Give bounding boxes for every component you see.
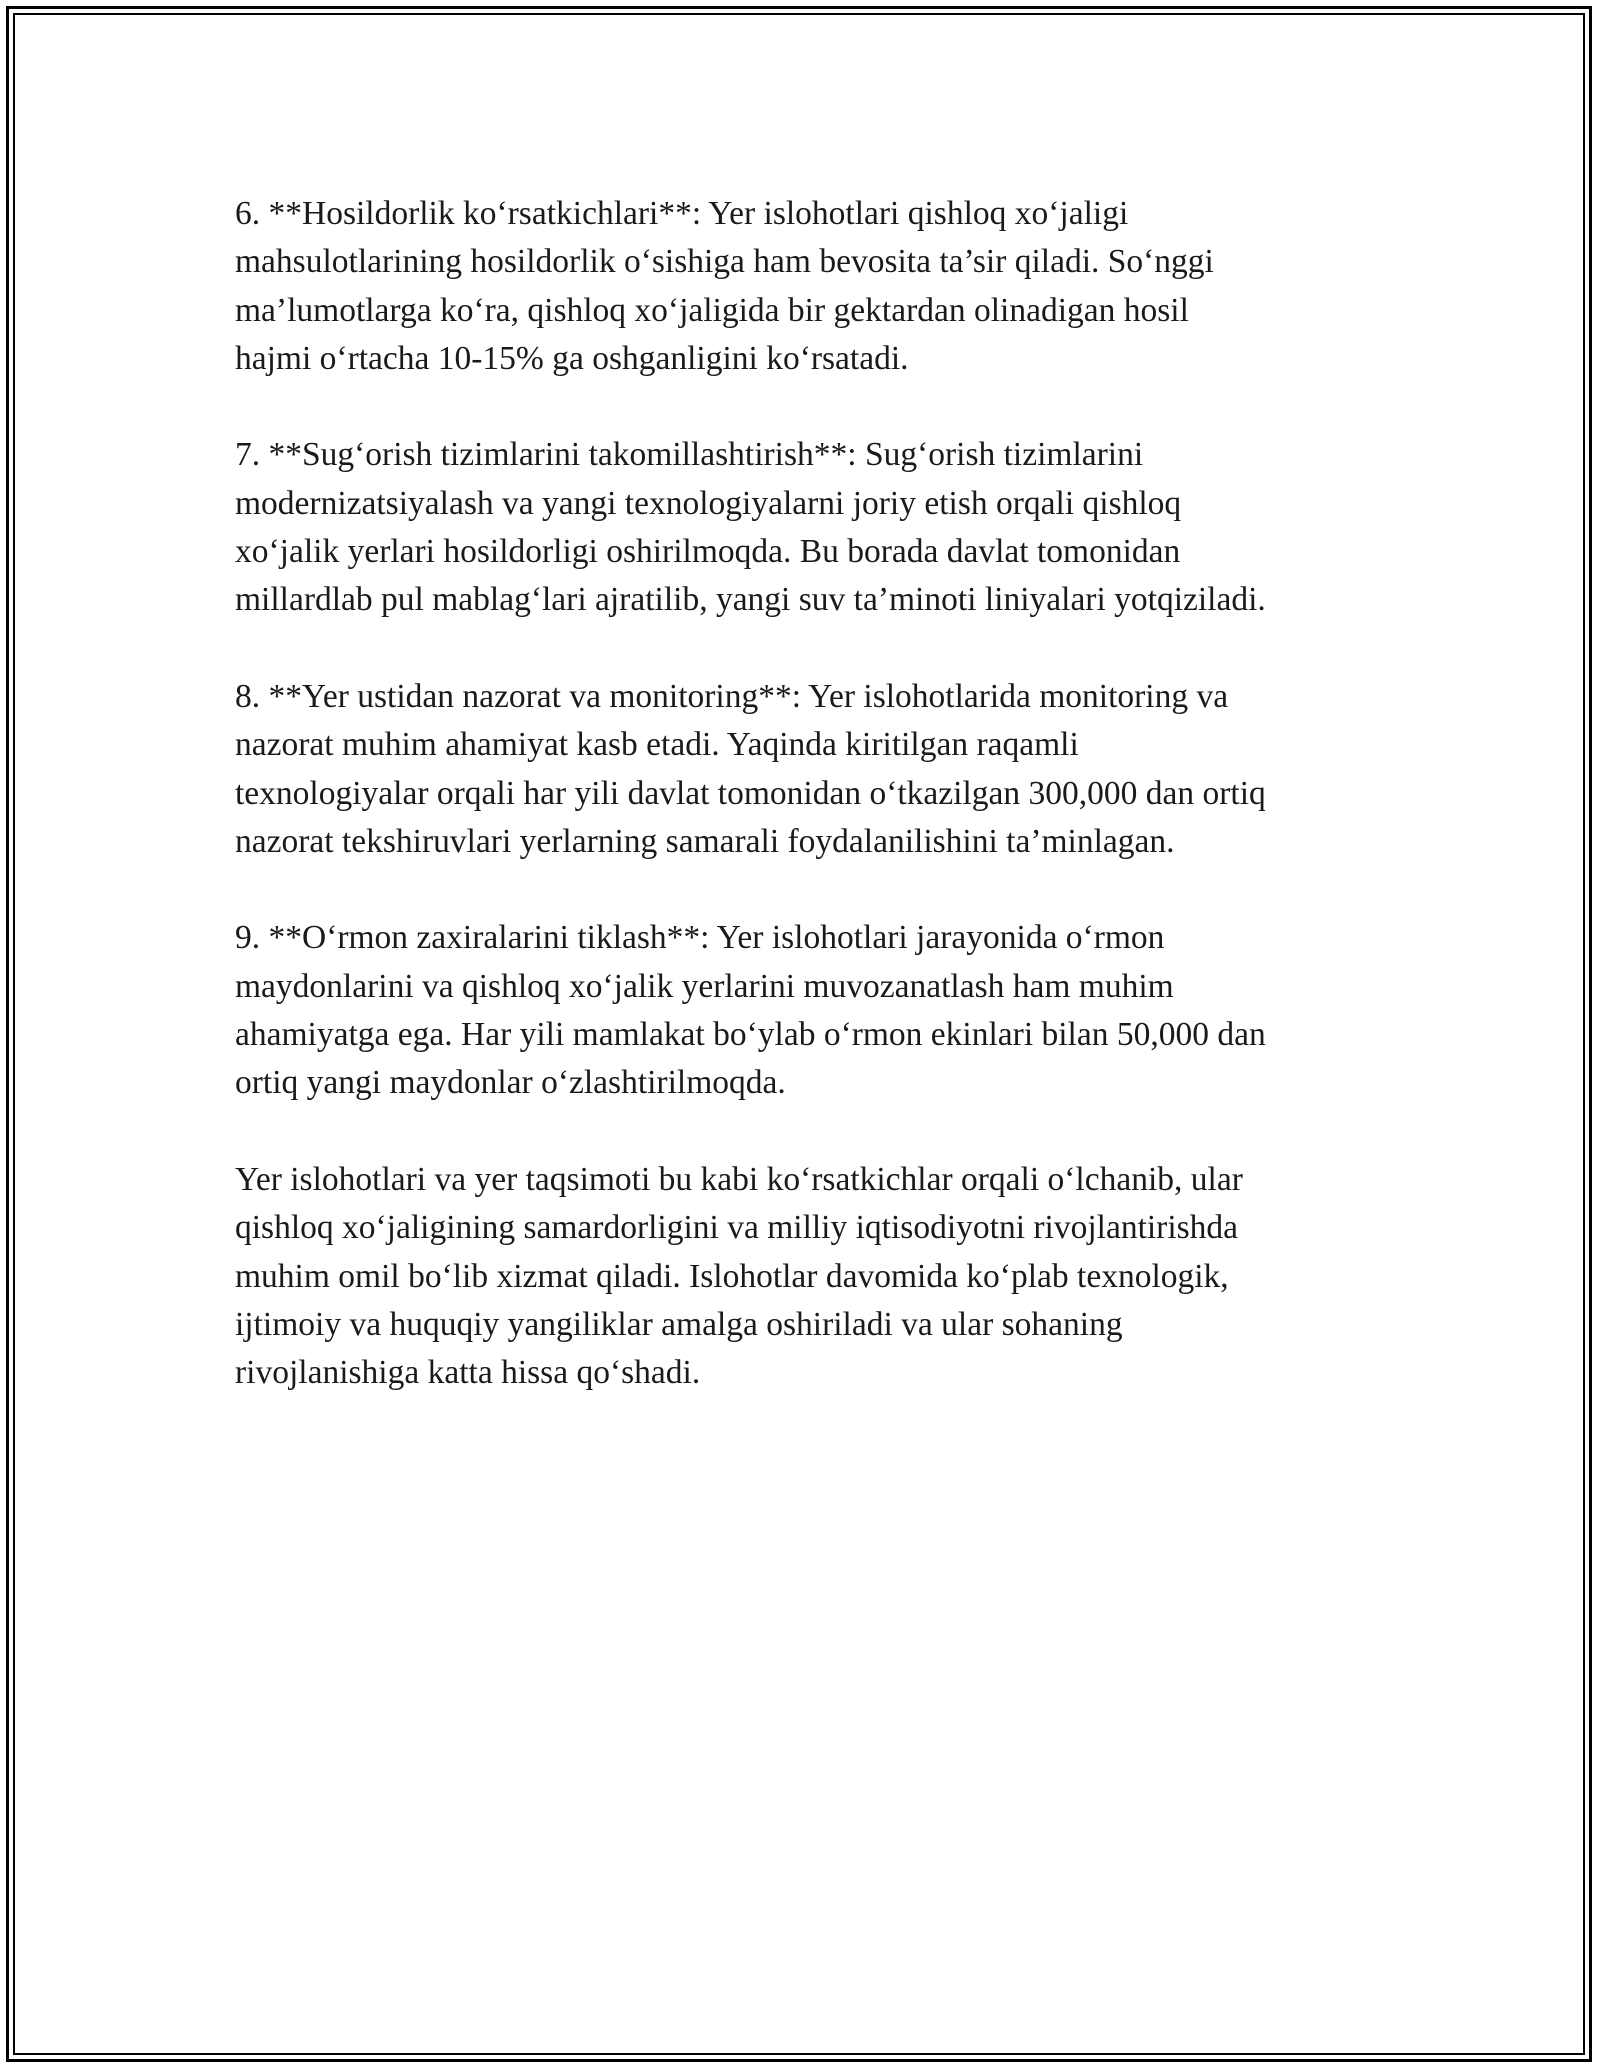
paragraph-hosildorlik <box>235 190 1385 383</box>
text-line: maydonlarini va qishloq xo‘jalik yerlarini muvozanatlash ham muhim <box>235 967 1174 1005</box>
text-line: muhim omil bo‘lib xizmat qiladi. Islohotlar davomida ko‘plab texnologik, <box>235 1257 1229 1295</box>
text-line: Yer islohotlari va yer taqsimoti bu kabi ko‘rsatkichlar orqali o‘lchanib, ular <box>235 1160 1243 1198</box>
text-line: texnologiyalar orqali har yili davlat tomonidan o‘tkazilgan 300,000 dan ortiq <box>235 774 1266 812</box>
text-line: 9. **O‘rmon zaxiralarini tiklash**: Yer islohotlari jarayonida o‘rmon <box>235 919 1165 957</box>
text-line: ma’lumotlarga ko‘ra, qishloq xo‘jaligida bir gektardan olinadigan hosil <box>235 291 1189 329</box>
text-line: modernizatsiyalash va yangi texnologiyalarni joriy etish orqali qishloq <box>235 484 1182 522</box>
text-line: ortiq yangi maydonlar o‘zlashtirilmoqda. <box>235 1064 786 1102</box>
text-line: 6. **Hosildorlik ko‘rsatkichlari**: Yer islohotlari qishloq xo‘jaligi <box>235 195 1129 232</box>
paragraph-ormon <box>235 914 1385 1107</box>
text-line: nazorat muhim ahamiyat kasb etadi. Yaqinda kiritilgan raqamli <box>235 726 1079 764</box>
text-line: hajmi o‘rtacha 10-15% ga oshganligini ko‘rsatadi. <box>235 339 909 377</box>
text-line: nazorat tekshiruvlari yerlarning samarali foydalanilishini ta’minlagan. <box>235 822 1175 860</box>
text-line: ahamiyatga ega. Har yili mamlakat bo‘ylab o‘rmon ekinlari bilan 50,000 dan <box>235 1016 1266 1054</box>
paragraph-sugorish <box>235 431 1385 624</box>
document-body <box>235 190 1385 1446</box>
paragraph-nazorat <box>235 673 1385 866</box>
text-line: qishloq xo‘jaligining samardorligini va milliy iqtisodiyotni rivojlantirishda <box>235 1209 1239 1247</box>
text-line: xo‘jalik yerlari hosildorligi oshirilmoqda. Bu borada davlat tomonidan <box>235 533 1181 571</box>
paragraph-conclusion <box>235 1156 1385 1397</box>
text-line: rivojlanishiga katta hissa qo‘shadi. <box>235 1354 701 1392</box>
text-line: millardlab pul mablag‘lari ajratilib, yangi suv ta’minoti liniyalari yotqiziladi. <box>235 581 1266 619</box>
text-line: mahsulotlarining hosildorlik o‘sishiga ham bevosita ta’sir qiladi. So‘nggi <box>235 243 1214 281</box>
text-line: 8. **Yer ustidan nazorat va monitoring**: Yer islohotlarida monitoring va <box>235 677 1229 715</box>
text-line: 7. **Sug‘orish tizimlarini takomillashtirish**: Sug‘orish tizimlarini <box>235 436 1144 474</box>
text-line: ijtimoiy va huquqiy yangiliklar amalga oshiriladi va ular sohaning <box>235 1305 1123 1343</box>
